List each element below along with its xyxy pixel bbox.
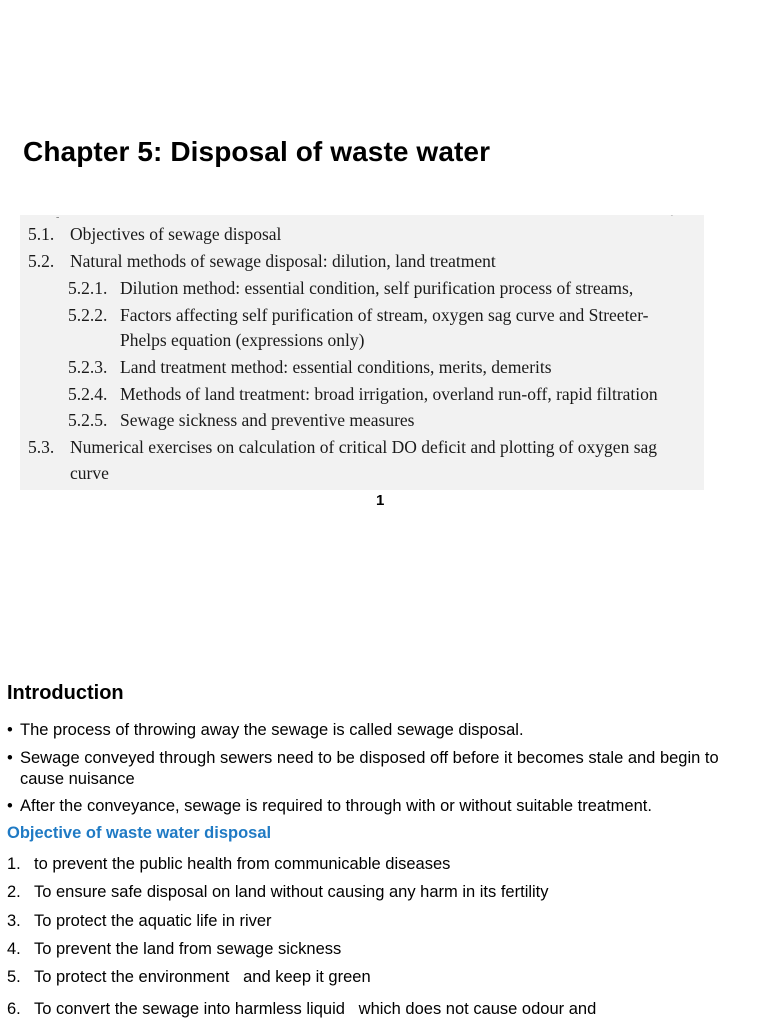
bullet-icon: • — [7, 721, 13, 739]
objective-text: to prevent the public health from communicable diseases — [34, 855, 451, 873]
toc-item-number: 5.2.4. — [68, 384, 108, 404]
objective-item — [7, 882, 762, 903]
toc-item-number: 5.2.2. — [68, 305, 108, 325]
objective-text: To ensure safe disposal on land without causing any harm in its fertility — [34, 883, 549, 901]
toc-item-number: 5.1. — [28, 224, 55, 244]
objective-heading: Objective of waste water disposal — [7, 824, 272, 842]
toc-item-number: 5.3. — [28, 437, 55, 457]
toc-subitem — [68, 278, 633, 299]
toc-subitem — [68, 410, 414, 431]
objective-number: 3. — [7, 912, 21, 930]
toc-item-number: 5.2.1. — [68, 278, 108, 298]
objective-number: 2. — [7, 883, 21, 901]
bullet-item — [7, 796, 762, 817]
toc-subitem — [68, 357, 552, 378]
bullet-text: After the conveyance, sewage is required to through with or without suitable treatment. — [20, 797, 652, 815]
intro-heading: Introduction — [7, 682, 124, 704]
bullet-item — [7, 748, 762, 790]
toc-item-text: Objectives of sewage disposal — [70, 224, 282, 244]
toc-item-continuation: curve — [70, 463, 109, 483]
bullet-text: The process of throwing away the sewage is called sewage disposal. — [20, 721, 524, 739]
bullet-icon: • — [7, 749, 13, 767]
toc-item-continuation: Phelps equation (expressions only) — [120, 330, 365, 350]
objective-number: 6. — [7, 1000, 21, 1018]
objective-text: To convert the sewage into harmless liquid which does not cause odour and — [34, 1000, 597, 1018]
page-number: 1 — [376, 492, 385, 509]
objective-text: To protect the aquatic life in river — [34, 912, 272, 930]
toc-item-text: Sewage sickness and preventive measures — [120, 410, 415, 430]
scan-artifact-mark: ` — [670, 215, 674, 225]
bullet-icon: • — [7, 797, 13, 815]
objective-text: To protect the environment and keep it green — [34, 968, 371, 986]
bullet-item — [7, 720, 762, 741]
toc-item-number: 5.2.3. — [68, 357, 108, 377]
objective-item — [7, 911, 762, 932]
objective-number: 5. — [7, 968, 21, 986]
bullet-text: Sewage conveyed through sewers need to be disposed off before it becomes stale and begin to cause nuisance — [20, 749, 719, 788]
scan-artifact-mark: - — [56, 215, 60, 223]
objective-item — [7, 939, 762, 960]
toc-item — [28, 224, 281, 245]
toc-item-text: Numerical exercises on calculation of critical DO deficit and plotting of oxygen sag — [70, 437, 658, 457]
toc-item-text: Dilution method: essential condition, self purification process of streams, — [120, 278, 634, 298]
objective-item — [7, 967, 762, 988]
toc-subitem — [68, 305, 649, 326]
toc-item-text: Methods of land treatment: broad irrigation, overland run-off, rapid filtration — [120, 384, 658, 404]
objective-number: 4. — [7, 940, 21, 958]
toc-item — [28, 251, 496, 272]
toc-subitem — [68, 384, 658, 405]
objective-text: To prevent the land from sewage sickness — [34, 940, 342, 958]
toc-item-number: 5.2. — [28, 251, 55, 271]
objective-number: 1. — [7, 855, 21, 873]
toc-item-text: Land treatment method: essential conditions, merits, demerits — [120, 357, 552, 377]
toc-item-text: Natural methods of sewage disposal: dilution, land treatment — [70, 251, 496, 271]
chapter-title: Chapter 5: Disposal of waste water — [23, 136, 491, 167]
objective-item — [7, 999, 762, 1020]
toc-item-number: 5.2.5. — [68, 410, 108, 430]
toc-item-text: Factors affecting self purification of stream, oxygen sag curve and Streeter- — [120, 305, 649, 325]
toc-scan-image — [20, 215, 704, 490]
objective-item — [7, 854, 762, 875]
toc-item — [28, 437, 657, 458]
